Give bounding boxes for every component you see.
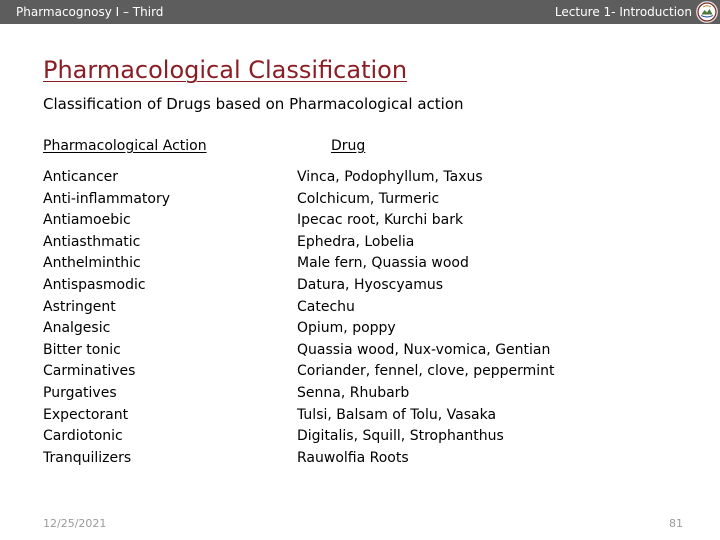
drug-item: Ipecac root, Kurchi bark bbox=[297, 212, 464, 229]
header-bar bbox=[0, 0, 720, 24]
drug-item: Ephedra, Lobelia bbox=[297, 233, 415, 250]
column-header-action: Pharmacological Action bbox=[43, 138, 207, 154]
column-header-drug: Drug bbox=[331, 138, 366, 154]
action-item: Tranquilizers bbox=[43, 449, 132, 466]
action-item: Astringent bbox=[43, 298, 116, 315]
page-number: 81 bbox=[669, 517, 683, 530]
lecture-title: Lecture 1- Introduction bbox=[554, 5, 692, 19]
footer-date: 12/25/2021 bbox=[43, 517, 107, 530]
drug-item: Colchicum, Turmeric bbox=[297, 190, 440, 207]
drug-item: Digitalis, Squill, Strophanthus bbox=[297, 428, 504, 445]
action-item: Carminatives bbox=[43, 363, 136, 380]
action-item: Analgesic bbox=[43, 320, 111, 337]
slide-subtitle: Classification of Drugs based on Pharmacological action bbox=[43, 95, 464, 113]
action-list bbox=[43, 167, 283, 469]
drug-list bbox=[297, 167, 707, 469]
drug-item: Senna, Rhubarb bbox=[297, 384, 410, 401]
action-item: Cardiotonic bbox=[43, 428, 123, 445]
action-item: Antiamoebic bbox=[43, 212, 131, 229]
action-item: Anticancer bbox=[43, 169, 119, 185]
action-item: Anthelminthic bbox=[43, 255, 141, 272]
action-item: Expectorant bbox=[43, 406, 129, 423]
drug-item: Catechu bbox=[297, 298, 355, 315]
drug-item: Opium, poppy bbox=[297, 320, 396, 337]
course-title: Pharmacognosy I – Third bbox=[16, 5, 164, 19]
drug-item: Datura, Hyoscyamus bbox=[297, 276, 443, 293]
action-item: Purgatives bbox=[43, 384, 117, 401]
university-seal-icon bbox=[692, 0, 720, 24]
slide-title: Pharmacological Classification bbox=[43, 56, 408, 84]
action-item: Antiasthmatic bbox=[43, 233, 141, 250]
drug-item: Tulsi, Balsam of Tolu, Vasaka bbox=[297, 406, 497, 423]
action-item: Bitter tonic bbox=[43, 341, 121, 358]
action-item: Anti-inflammatory bbox=[43, 190, 170, 207]
drug-item: Rauwolfia Roots bbox=[297, 449, 409, 466]
drug-item: Coriander, fennel, clove, peppermint bbox=[297, 363, 555, 380]
drug-item: Male fern, Quassia wood bbox=[297, 255, 469, 272]
drug-item: Quassia wood, Nux-vomica, Gentian bbox=[297, 341, 551, 358]
drug-item: Vinca, Podophyllum, Taxus bbox=[297, 169, 483, 185]
action-item: Antispasmodic bbox=[43, 276, 146, 293]
